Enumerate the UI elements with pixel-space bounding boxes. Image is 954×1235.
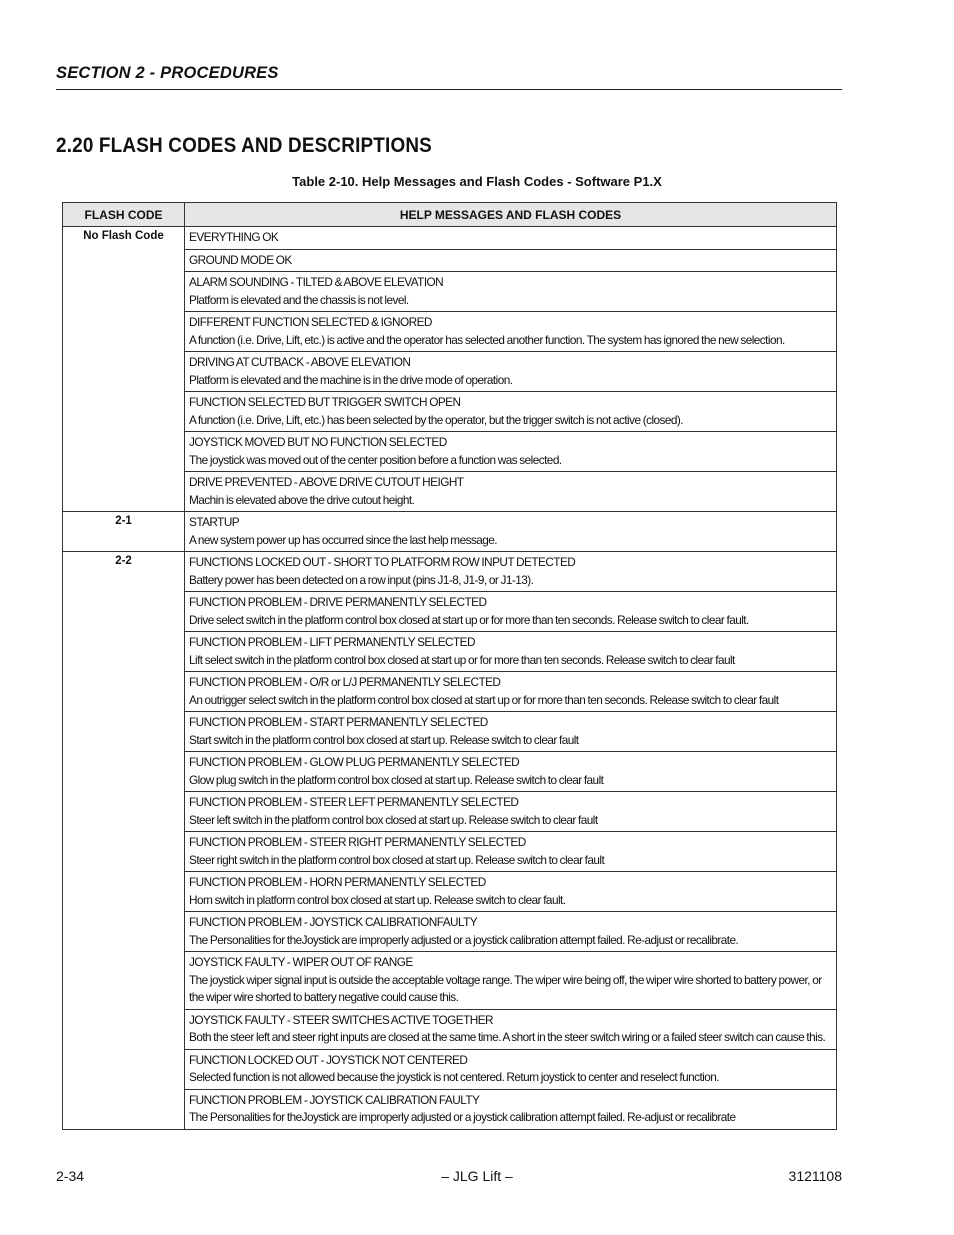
help-message-description: Machin is elevated above the drive cutout height. [189,492,415,507]
help-message-title: JOYSTICK MOVED BUT NO FUNCTION SELECTED [189,435,447,449]
help-message-description: Both the steer left and steer right inputs are closed at the same time. A short in the steer switch wiring or a failed steer switch can cause this. [189,1030,826,1044]
header-divider [56,89,842,90]
help-message-description: A new system power up has occurred since the last help message. [189,532,498,547]
help-message-cell [185,672,837,712]
help-message-cell [185,472,837,512]
help-message-description: The Personalities for theJoystick are improperly adjusted or a joystick calibration attempt failed. Re-adjust or recalibrate [189,1110,736,1124]
page-number: 2-34 [56,1168,85,1184]
help-message-cell [185,592,837,632]
help-message-title: FUNCTION PROBLEM - GLOW PLUG PERMANENTLY SELECTED [189,755,520,769]
help-message-title: FUNCTION PROBLEM - LIFT PERMANENTLY SELECTED [189,635,475,649]
flash-codes-table-container [62,202,836,1130]
help-message-description: A function (i.e. Drive, Lift, etc.) has been selected by the operator, but the trigger switch is not active (closed). [189,412,683,427]
help-message-cell [185,1009,837,1049]
help-message-cell [185,352,837,392]
help-message-title: DRIVE PREVENTED - ABOVE DRIVE CUTOUT HEIGHT [189,475,464,489]
help-message-title: ALARM SOUNDING - TILTED & ABOVE ELEVATION [189,275,444,289]
help-message-title: FUNCTION SELECTED BUT TRIGGER SWITCH OPEN [189,395,461,409]
help-message-title: JOYSTICK FAULTY - STEER SWITCHES ACTIVE TOGETHER [189,1012,494,1027]
help-message-cell [185,249,837,272]
help-message-title: FUNCTION LOCKED OUT - JOYSTICK NOT CENTERED [189,1052,468,1067]
help-message-cell [185,752,837,792]
help-message-cell [185,872,837,912]
help-message-description: Selected function is not allowed because the joystick is not centered. Return joystick to center and reselect function. [189,1070,719,1084]
flash-code-cell: 2-1 [63,512,185,552]
help-message-title: JOYSTICK FAULTY - WIPER OUT OF RANGE [189,955,413,969]
footer-brand: – JLG Lift – [441,1168,513,1184]
table-row [63,552,837,592]
table-row [63,227,837,250]
help-message-cell [185,712,837,752]
help-message-cell [185,392,837,432]
help-message-cell [185,1089,837,1129]
help-message-description: The joystick was moved out of the center position before a function was selected. [189,452,562,467]
help-message-title: FUNCTION PROBLEM - STEER LEFT PERMANENTLY SELECTED [189,795,519,809]
help-message-cell [185,512,837,552]
help-message-description: Steer left switch in the platform control box closed at start up. Release switch to clear fault [189,812,598,827]
help-message-title: STARTUP [189,515,240,529]
help-message-description: A function (i.e. Drive, Lift, etc.) is active and the operator has selected another function. The system has ignored the new selection. [189,332,785,347]
help-message-cell [185,792,837,832]
help-message-description: Battery power has been detected on a row input (pins J1-8, J1-9, or J1-13). [189,572,534,587]
help-message-description: The joystick wiper signal input is outside the acceptable voltage range. The wiper wire being off, the wiper wire shorted to battery power, or the wiper wire shorted to battery negative could cause this. [189,972,822,1004]
help-message-description: Drive select switch in the platform control box closed at start up or for more than ten seconds. Release switch to clear fault. [189,612,749,627]
help-message-description: Start switch in the platform control box closed at start up. Release switch to clear fault [189,732,579,747]
help-message-description: Platform is elevated and the chassis is not level. [189,292,409,307]
help-message-cell [185,632,837,672]
help-message-title: FUNCTION PROBLEM - HORN PERMANENTLY SELECTED [189,875,486,889]
help-message-cell [185,952,837,1010]
help-message-description: The Personalities for theJoystick are improperly adjusted or a joystick calibration attempt failed. Re-adjust or recalibrate. [189,932,739,947]
document-number: 3121108 [788,1168,842,1184]
help-message-title: FUNCTION PROBLEM - DRIVE PERMANENTLY SELECTED [189,595,487,609]
help-message-description: Steer right switch in the platform control box closed at start up. Release switch to clear fault [189,852,605,867]
help-message-title: EVERYTHING OK [189,230,279,244]
help-message-cell [185,432,837,472]
help-message-cell [185,552,837,592]
help-message-title: FUNCTION PROBLEM - START PERMANENTLY SELECTED [189,715,488,729]
help-message-title: FUNCTION PROBLEM - JOYSTICK CALIBRATION FAULTY [189,1092,480,1107]
table-row [63,512,837,552]
help-message-cell [185,312,837,352]
help-message-title: FUNCTION PROBLEM - JOYSTICK CALIBRATIONFAULTY [189,915,478,929]
help-message-cell [185,272,837,312]
page-title: 2.20 FLASH CODES AND DESCRIPTIONS [56,134,432,157]
help-message-cell [185,1049,837,1089]
table-header-row [63,203,837,227]
help-message-description: Glow plug switch in the platform control box closed at start up. Release switch to clear fault [189,772,604,787]
column-header-flash-code: FLASH CODE [63,203,185,227]
help-message-description: Lift select switch in the platform control box closed at start up or for more than ten seconds. Release switch to clear fault [189,652,735,667]
help-message-description: An outrigger select switch in the platform control box closed at start up or for more than ten seconds. Release switch to clear fault [189,692,779,707]
column-header-help-messages: HELP MESSAGES AND FLASH CODES [185,203,837,227]
help-message-cell [185,832,837,872]
table-caption: Table 2-10. Help Messages and Flash Codes - Software P1.X [292,174,662,189]
help-message-description: Horn switch in platform control box closed at start up. Release switch to clear fault. [189,892,566,907]
table-body [63,227,837,1130]
flash-code-cell: 2-2 [63,552,185,1130]
help-message-title: GROUND MODE OK [189,252,292,267]
help-message-cell [185,912,837,952]
section-header: SECTION 2 - PROCEDURES [56,64,279,82]
flash-code-cell: No Flash Code [63,227,185,512]
help-message-title: FUNCTION PROBLEM - O/R or L/J PERMANENTLY SELECTED [189,675,501,689]
help-message-description: Platform is elevated and the machine is in the drive mode of operation. [189,372,513,387]
help-message-cell [185,227,837,250]
help-message-title: DIFFERENT FUNCTION SELECTED & IGNORED [189,315,432,329]
flash-codes-table [62,202,837,1130]
help-message-title: FUNCTIONS LOCKED OUT - SHORT TO PLATFORM ROW INPUT DETECTED [189,555,576,569]
help-message-title: DRIVING AT CUTBACK - ABOVE ELEVATION [189,355,411,369]
help-message-title: FUNCTION PROBLEM - STEER RIGHT PERMANENTLY SELECTED [189,835,526,849]
